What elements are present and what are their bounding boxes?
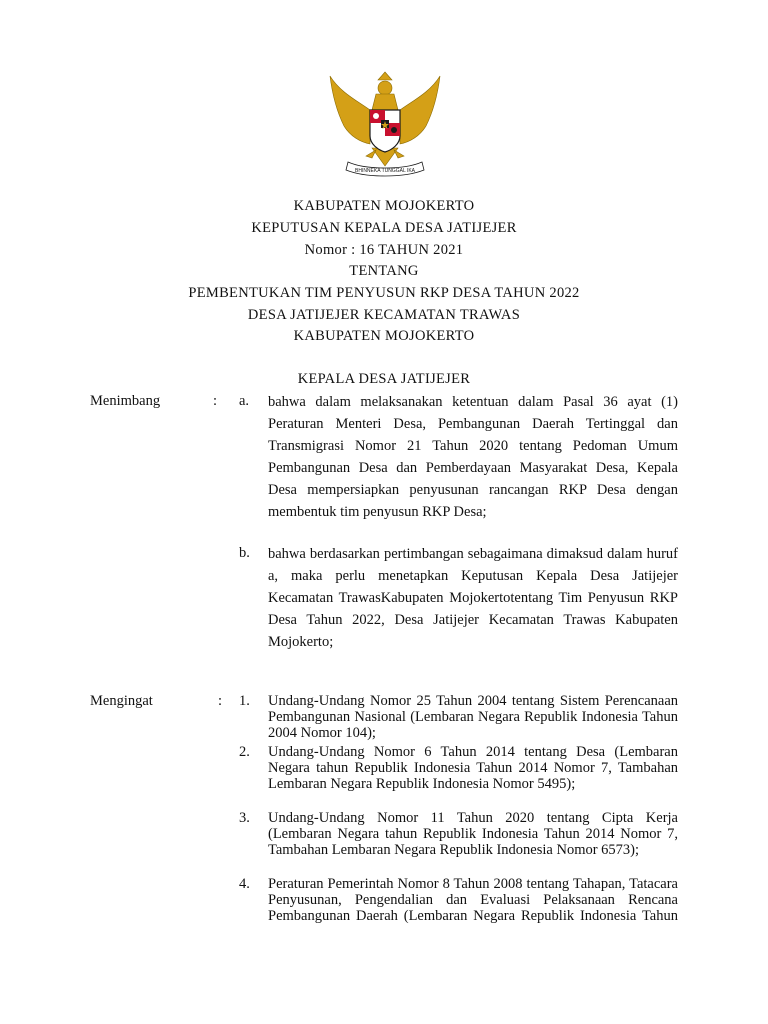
menimbang-label: Menimbang [90,393,161,409]
header-village: DESA JATIJEJER KECAMATAN TRAWAS [247,307,521,323]
garuda-emblem-icon [326,70,444,178]
emblem-motto: BHINNEKA TUNGGAL IKA [354,168,416,174]
mengingat-item-marker: 4. [239,876,250,892]
mengingat-item-text: Undang-Undang Nomor 11 Tahun 2020 tentang Cipta Kerja (Lembaran Negara tahun Republik Indonesia Tahun 2014 Nomor 7, Tambahan Lembaran Negara Republik Indonesia Nomor 6573); [268,810,678,858]
menimbang-item-text: bahwa dalam melaksanakan ketentuan dalam Pasal 36 ayat (1) Peraturan Menteri Desa, Pembangunan Daerah Tertinggal dan Transmigrasi Nomor 21 Tahun 2020 tentang Pedoman Umum Pembangunan Desa dan Pemberdayaan Masyarakat Desa, Kepala Desa mempersiapkan penyusunan rancangan RKP Desa dengan membentuk tim penyusun RKP Desa; [268,394,678,520]
header-tentang: TENTANG [349,263,419,279]
menimbang-item-marker: a. [239,393,250,409]
header-regency: KABUPATEN MOJOKERTO [293,198,475,214]
mengingat-item-marker: 1. [239,693,250,709]
menimbang-item-text: bahwa berdasarkan pertimbangan sebagaimana dimaksud dalam huruf a, maka perlu menetapkan Keputusan Kepala Desa Jatijejer Kecamatan TrawasKabupaten Mojokertotentang Tim Penyusun RKP Desa Tahun 2022, Desa Jatijejer Kecamatan Trawas Kabupaten Mojokerto; [268,546,678,650]
header-decree-number: Nomor : 16 TAHUN 2021 [304,242,464,258]
header-subject: PEMBENTUKAN TIM PENYUSUN RKP DESA TAHUN 2022 [188,285,580,301]
mengingat-item-text: Undang-Undang Nomor 6 Tahun 2014 tentang Desa (Lembaran Negara tahun Republik Indonesia Tahun 2014 Nomor 7, Tambahan Lembaran Negara Republik Indonesia Nomor 5495); [268,744,678,792]
mengingat-item-marker: 2. [239,744,250,760]
menimbang-colon: : [213,393,218,409]
header-decree-title: KEPUTUSAN KEPALA DESA JATIJEJER [251,220,517,236]
header-regency-2: KABUPATEN MOJOKERTO [293,328,475,344]
mengingat-colon: : [218,693,223,709]
mengingat-item-text: Undang-Undang Nomor 25 Tahun 2004 tentang Sistem Perencanaan Pembangunan Nasional (Lembaran Negara Republik Indonesia Tahun 2004 Nomor 104); [268,693,678,741]
menimbang-item-marker: b. [239,545,250,561]
mengingat-item-text: Peraturan Pemerintah Nomor 8 Tahun 2008 tentang Tahapan, Tatacara Penyusunan, Pengendalian dan Evaluasi Pelaksanaan Rencana Pembangunan Daerah (Lembaran Negara Republik Indonesia Tahun [268,876,678,924]
mengingat-label: Mengingat [90,693,153,709]
header-issuer: KEPALA DESA JATIJEJER [297,371,471,387]
mengingat-item-marker: 3. [239,810,250,826]
